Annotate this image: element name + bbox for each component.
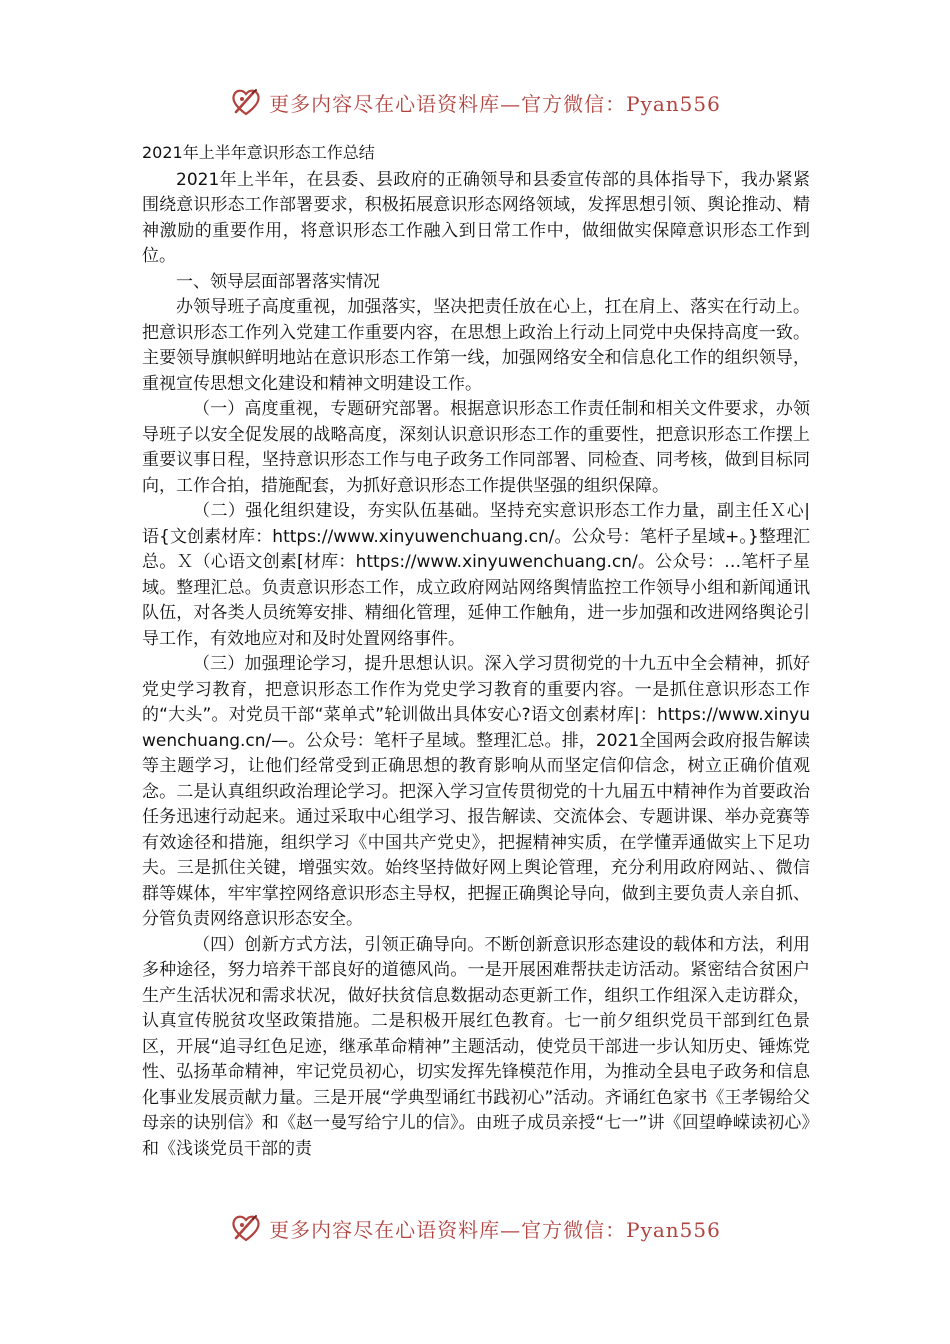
- banner-text: 更多内容尽在心语资料库—官方微信：Pyan556: [269, 1217, 721, 1242]
- footer-banner: [0, 1208, 950, 1248]
- header-banner: [0, 82, 950, 122]
- paragraph: （二）强化组织建设，夯实队伍基础。坚持充实意识形态工作力量，副主任Ｘ心|语{文创素材库：https://www.xinyuwenchuang.cn/。公众号：笔杆子星域+。}整理汇总。Ｘ（心语文创素[材库：https://www.xinyuwenchuang.cn/。公众号：…笔杆子星域。整理汇总。负责意识形态工作，成立政府网站网络舆情监控工作领导小组和新闻通讯队伍，对各类人员统筹安排、精细化管理，延伸工作触角，进一步加强和改进网络舆论引导工作，有效地应对和及时处置网络事件。: [142, 501, 810, 649]
- paragraph: （三）加强理论学习，提升思想认识。深入学习贯彻党的十九五中全会精神，抓好党史学习教育，把意识形态工作作为党史学习教育的重要内容。一是抓住意识形态工作的“大头”。对党员干部“菜单式”轮训做出具体安心?语文创素材库|：https://www.xinyuwenchuang.cn/—。公众号：笔杆子星域。整理汇总。排，2021全国两会政府报告解读等主题学习，让他们经常受到正确思想的教育影响从而坚定信仰信念，树立正确价值观念。二是认真组织政治理论学习。把深入学习宣传贯彻党的十九届五中精神作为首要政治任务迅速行动起来。通过采取中心组学习、报告解读、交流体会、专题讲课、举办竞赛等有效途径和措施，组织学习《中国共产党史》，把握精神实质，在学懂弄通做实上下足功夫。三是抓住关键，增强实效。始终坚持做好网上舆论管理，充分利用政府网站、、微信群等媒体，牢牢掌控网络意识形态主导权，把握正确舆论导向，做到主要负责人亲自抓、分管负责网络意识形态安全。: [142, 654, 810, 929]
- paragraph: （一）高度重视，专题研究部署。根据意识形态工作责任制和相关文件要求，办领导班子以安全促发展的战略高度，深刻认识意识形态工作的重要性，把意识形态工作摆上重要议事日程，坚持意识形态工作与电子政务工作同部署、同检查、同考核，做到目标同向，工作合拍，措施配套，为抓好意识形态工作提供坚强的组织保障。: [142, 399, 810, 496]
- heart-pen-logo-icon: [229, 1211, 263, 1245]
- document-title: 2021年上半年意识形态工作总结: [142, 143, 375, 162]
- banner-text: 更多内容尽在心语资料库—官方微信：Pyan556: [269, 91, 721, 116]
- paragraph: （四）创新方式方法，引领正确导向。不断创新意识形态建设的载体和方法，利用多种途径，努力培养干部良好的道德风尚。一是开展困难帮扶走访活动。紧密结合贫困户生产生活状况和需求状况，做好扶贫信息数据动态更新工作，组织工作组深入走访群众，认真宣传脱贫攻坚政策措施。二是积极开展红色教育。七一前夕组织党员干部到红色景区，开展“追寻红色足迹，继承革命精神”主题活动，使党员干部进一步认知历史、锤炼党性、弘扬革命精神，牢记党员初心，切实发挥先锋模范作用，为推动全县电子政务和信息化事业发展贡献力量。三是开展“学典型诵红书践初心”活动。齐诵红色家书《王孝锡给父母亲的诀别信》和《赵一曼写给宁儿的信》。由班子成员亲授“七一”讲《回望峥嵘读初心》和《浅谈党员干部的责: [142, 934, 810, 1159]
- document-body: [142, 140, 810, 1162]
- section-heading: 一、领导层面部署落实情况: [176, 271, 380, 292]
- heart-pen-logo-icon: [229, 85, 263, 119]
- paragraph: 办领导班子高度重视，加强落实，坚决把责任放在心上，扛在肩上、落实在行动上。把意识形态工作列入党建工作重要内容，在思想上政治上行动上同党中央保持高度一致。主要领导旗帜鲜明地站在意识形态工作第一线，加强网络安全和信息化工作的组织领导，重视宣传思想文化建设和精神文明建设工作。: [142, 297, 810, 394]
- paragraph: 2021年上半年，在县委、县政府的正确领导和县委宣传部的具体指导下，我办紧紧围绕意识形态工作部署要求，积极拓展意识形态网络领域，发挥思想引领、舆论推动、精神激励的重要作用，将意识形态工作融入到日常工作中，做细做实保障意识形态工作到位。: [142, 169, 810, 266]
